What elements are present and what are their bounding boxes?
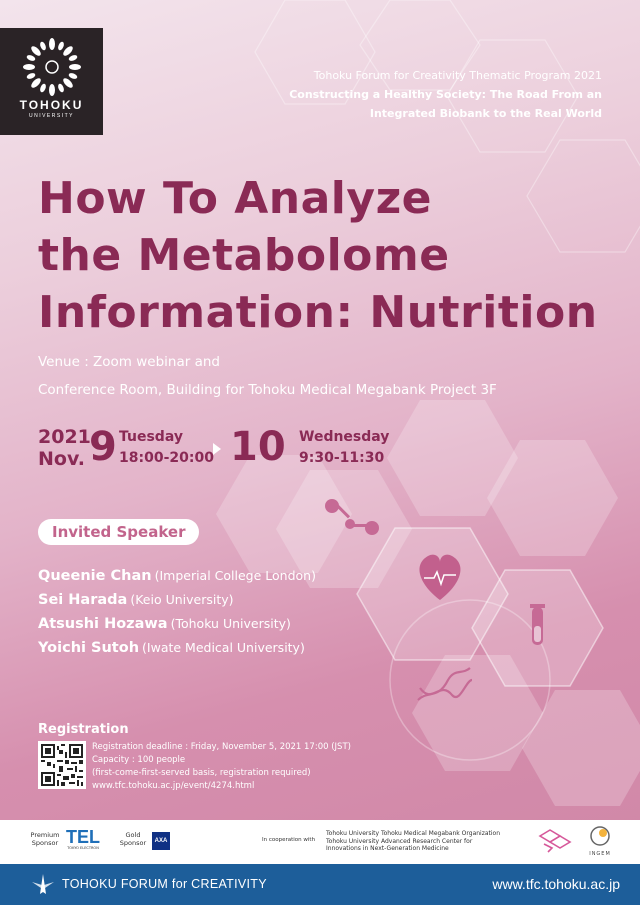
event-title xyxy=(38,170,618,341)
venue-info xyxy=(38,348,497,404)
start-day: 9 xyxy=(89,424,117,470)
speaker-name: Yoichi Sutoh xyxy=(38,640,140,656)
registration-heading: Registration xyxy=(38,722,129,737)
ingem-logo xyxy=(582,825,618,857)
logo-wordmark: TOHOKU xyxy=(19,98,84,112)
event-year-month xyxy=(38,426,91,470)
end-day: 10 xyxy=(230,424,286,470)
venue-line-1: Venue : Zoom webinar and xyxy=(38,354,220,370)
event-month: Nov. xyxy=(38,448,86,470)
speaker-affiliation: (Imperial College London) xyxy=(154,568,316,583)
megabank-logo-icon xyxy=(538,828,574,854)
event-year: 2021 xyxy=(38,426,91,448)
premium-sponsor-label: Premium Sponsor xyxy=(30,831,60,847)
program-theme-line-2: Integrated Biobank to the Real World xyxy=(369,107,602,120)
speaker-item xyxy=(38,587,316,611)
title-line-2: the Metabolome xyxy=(38,230,450,281)
program-name: Tohoku Forum for Creativity Thematic Program 2021 xyxy=(313,69,602,82)
speaker-affiliation: (Tohoku University) xyxy=(170,616,291,631)
speaker-name: Sei Harada xyxy=(38,592,128,608)
ingem-wordmark: INGEM xyxy=(589,851,611,857)
start-time: 18:00-20:00 xyxy=(119,450,214,466)
sponsor-bar xyxy=(0,820,640,864)
logo-subtext: UNIVERSITY xyxy=(28,113,74,119)
speaker-name: Atsushi Hozawa xyxy=(38,616,168,632)
speaker-name: Queenie Chan xyxy=(38,568,152,584)
tel-subtext: TOKYO ELECTRON xyxy=(67,846,99,850)
tel-logo xyxy=(66,828,100,850)
end-day-details xyxy=(299,427,389,469)
qr-code-icon xyxy=(41,744,83,786)
footer-organization-name: TOHOKU FORUM for CREATIVITY xyxy=(62,877,267,891)
start-weekday: Tuesday xyxy=(119,429,183,445)
end-weekday: Wednesday xyxy=(299,429,390,445)
gold-sponsor-label: Gold Sponsor xyxy=(119,831,147,847)
program-header xyxy=(289,66,602,123)
coop-org-line-2: Tohoku University Advanced Research Center for xyxy=(326,837,473,845)
registration-note: (first-come-first-served basis, registration required) xyxy=(92,768,311,778)
cooperation-organizations xyxy=(326,830,500,853)
tel-wordmark: TEL xyxy=(66,827,100,847)
tfc-logo-icon xyxy=(30,872,56,896)
footer-bar xyxy=(0,864,640,905)
program-theme-line-1: Constructing a Healthy Society: The Road From an xyxy=(289,88,602,101)
footer-url-link[interactable]: www.tfc.tohoku.ac.jp xyxy=(492,876,620,892)
end-time: 9:30-11:30 xyxy=(299,450,385,466)
speaker-affiliation: (Keio University) xyxy=(130,592,234,607)
speaker-item xyxy=(38,611,316,635)
cooperation-label: In cooperation with xyxy=(262,837,316,843)
start-day-details xyxy=(119,427,214,469)
registration-qr-code[interactable] xyxy=(38,741,86,789)
wreath-emblem-icon xyxy=(23,38,81,96)
axa-logo: AXA xyxy=(152,832,170,850)
ingem-emblem-icon xyxy=(588,825,612,847)
speaker-item xyxy=(38,635,316,659)
speaker-item xyxy=(38,563,316,587)
registration-capacity: Capacity : 100 people xyxy=(92,755,186,765)
invited-speaker-badge: Invited Speaker xyxy=(38,519,199,545)
coop-org-line-1: Tohoku University Tohoku Medical Megabank Organization xyxy=(326,830,501,837)
coop-org-line-3: Innovations in Next-Generation Medicine xyxy=(326,845,449,852)
registration-details xyxy=(92,741,351,793)
speaker-list xyxy=(38,563,316,659)
venue-line-2: Conference Room, Building for Tohoku Medical Megabank Project 3F xyxy=(38,382,497,398)
registration-url-link[interactable]: www.tfc.tohoku.ac.jp/event/4274.html xyxy=(92,781,255,791)
speaker-affiliation: (Iwate Medical University) xyxy=(142,640,305,655)
registration-deadline: Registration deadline : Friday, November 5, 2021 17:00 (JST) xyxy=(92,742,351,752)
title-line-1: How To Analyze xyxy=(38,173,433,224)
title-line-3: Information: Nutrition xyxy=(38,287,598,338)
tohoku-university-logo xyxy=(0,28,103,135)
date-range-arrow-icon xyxy=(213,443,221,455)
